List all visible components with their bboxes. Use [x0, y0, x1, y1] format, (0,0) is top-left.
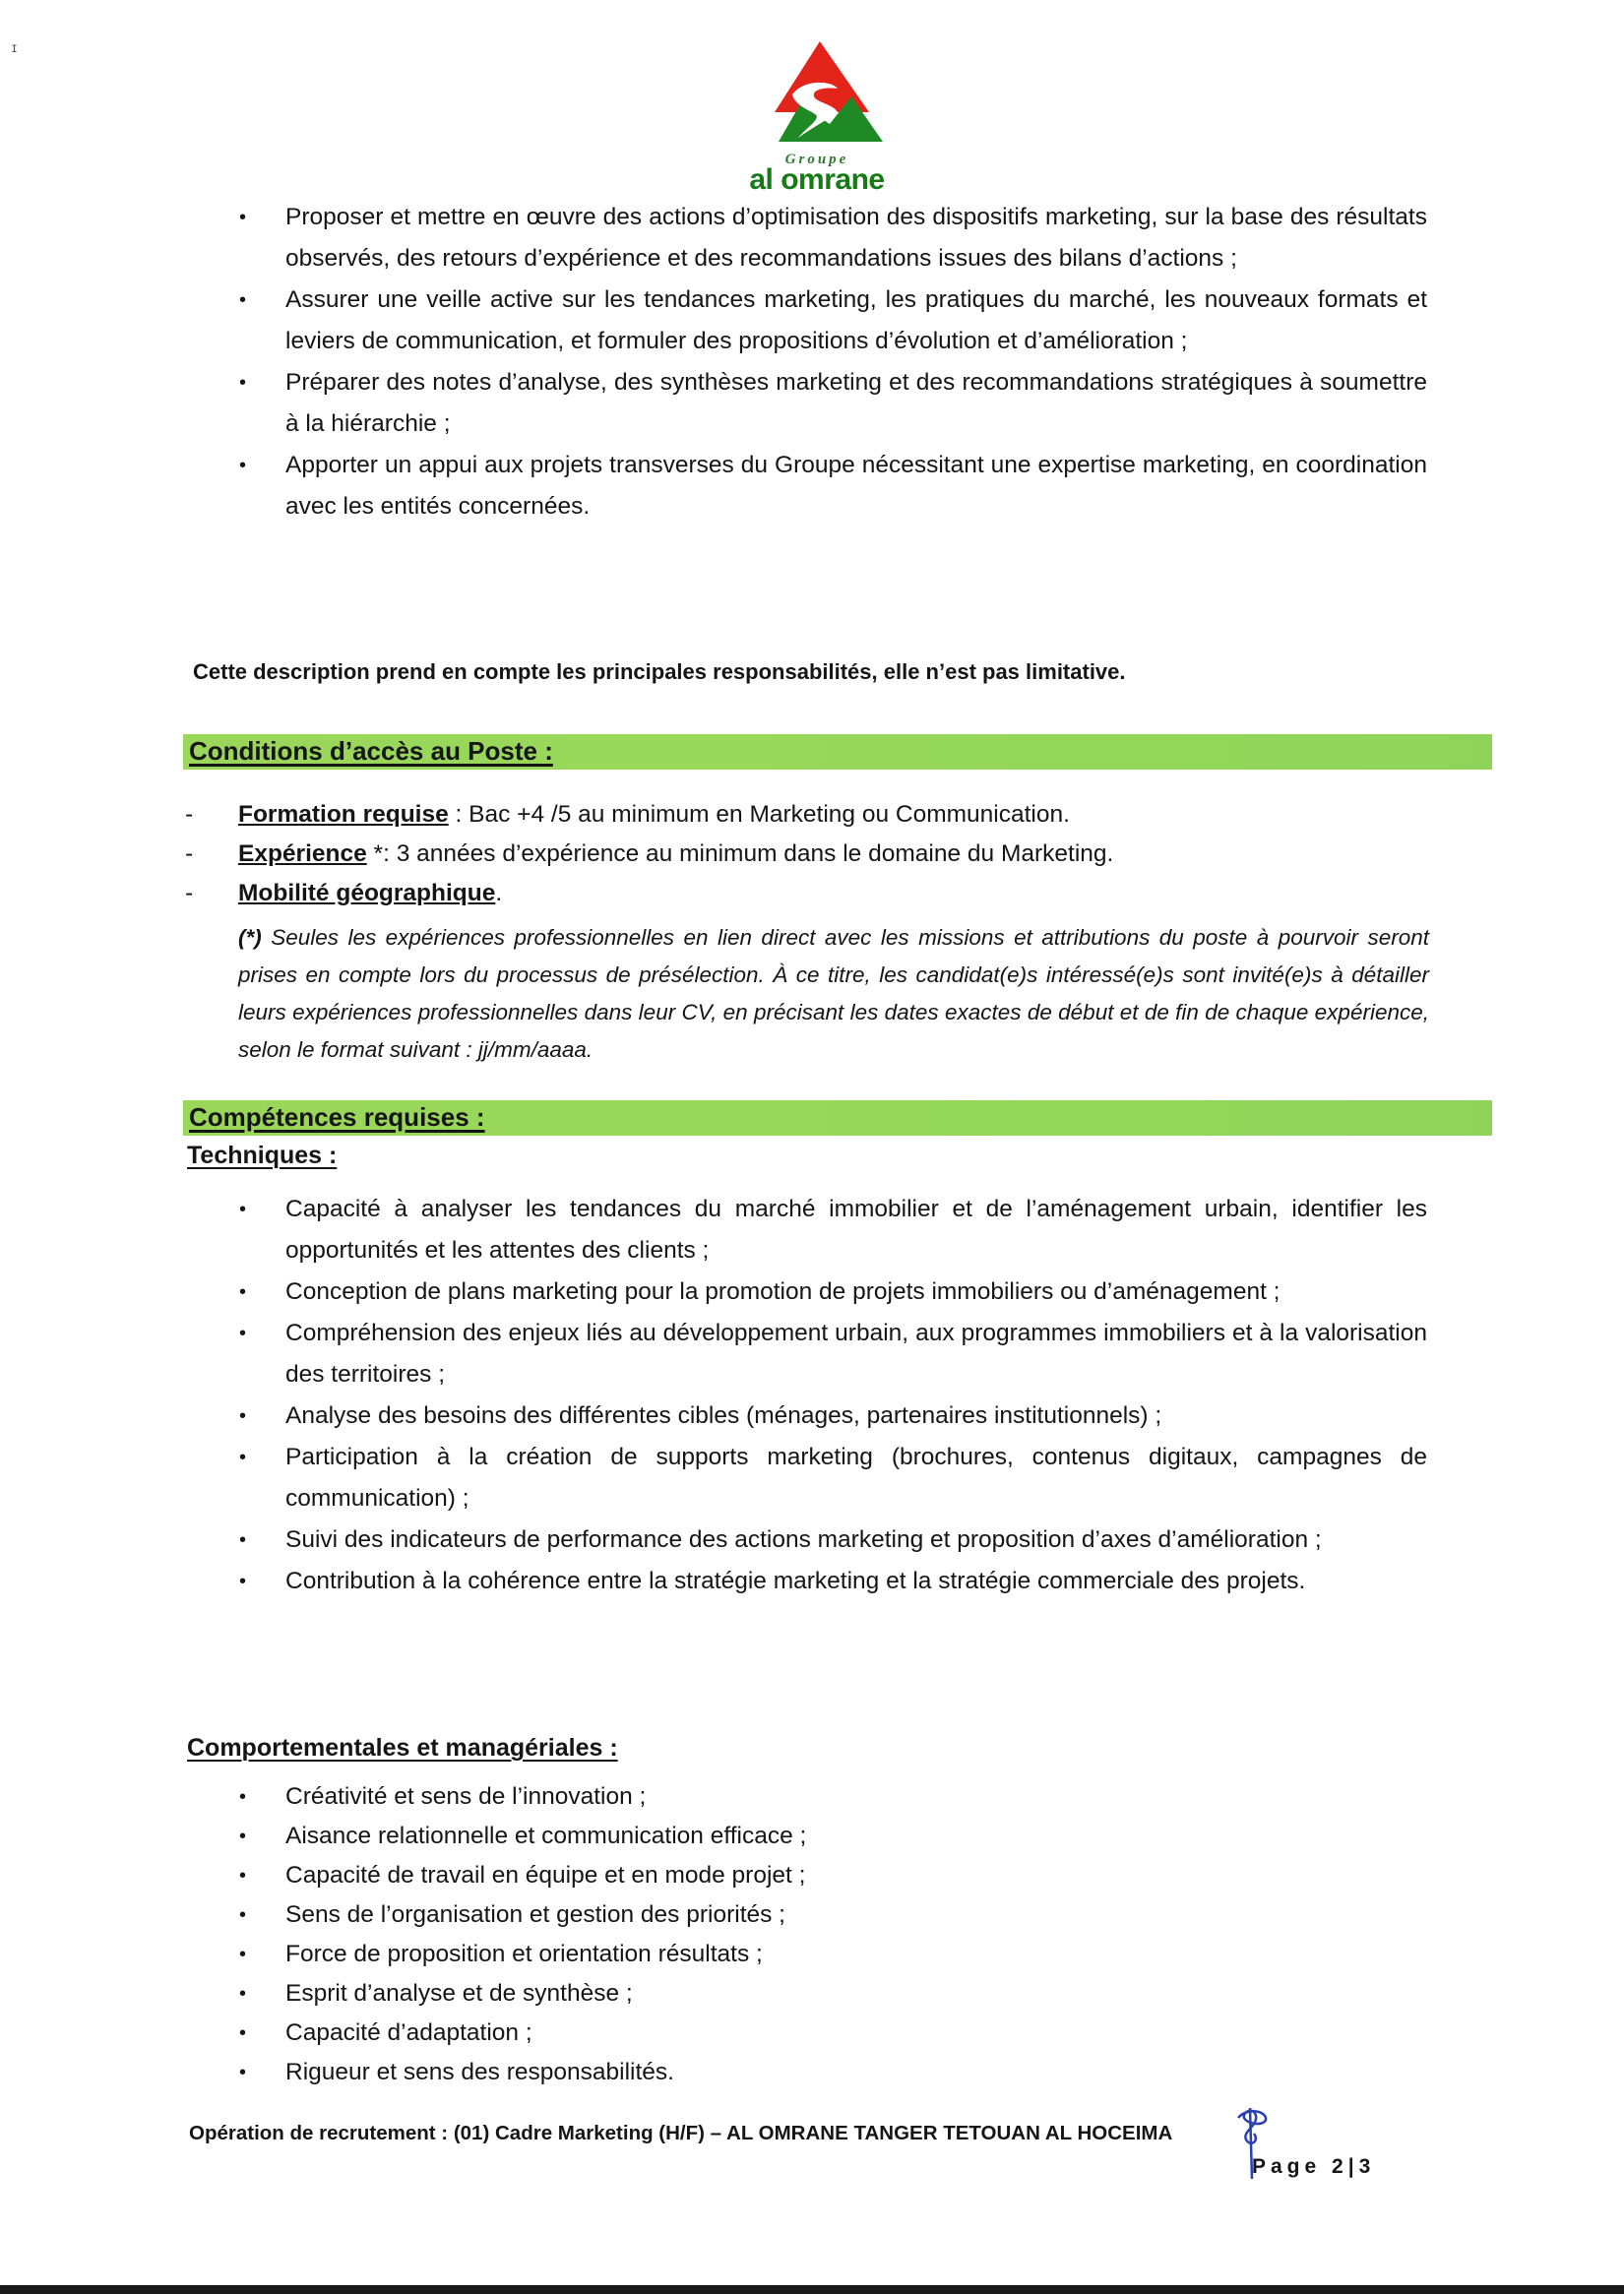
dash-icon: -: [185, 840, 194, 867]
bullet-icon: •: [239, 207, 247, 228]
skill-item: • Esprit d’analyse et de synthèse ;: [236, 1974, 1427, 2014]
section-header-conditions: [183, 734, 1492, 770]
bullet-icon: •: [239, 1447, 247, 1468]
condition-item: - Expérience *: 3 années d’expérience au minimum dans le domaine du Marketing.: [183, 835, 1482, 874]
skill-item: • Conception de plans marketing pour la promotion de projets immobiliers ou d’aménagement ;: [236, 1271, 1427, 1313]
bullet-icon: •: [239, 1529, 247, 1551]
scan-speck: ɪ: [12, 39, 17, 55]
skill-item: • Capacité à analyser les tendances du marché immobilier et de l’aménagement urbain, identifier les opportunités et les attentes des clients ;: [236, 1189, 1427, 1271]
skill-item: • Créativité et sens de l’innovation ;: [236, 1777, 1427, 1817]
skill-item: • Compréhension des enjeux liés au développement urbain, aux programmes immobiliers et à la valorisation des territoires ;: [236, 1313, 1427, 1395]
mission-item: • Apporter un appui aux projets transverses du Groupe nécessitant une expertise marketing, en coordination avec les entités concernées.: [236, 445, 1427, 527]
bullet-icon: •: [239, 1323, 247, 1344]
bullet-icon: •: [239, 372, 247, 394]
behavioral-skills-list: [236, 1777, 1427, 2092]
logo-groupe-text: Groupe: [784, 152, 849, 167]
mission-item: • Préparer des notes d’analyse, des synthèses marketing et des recommandations stratégiques à soumettre à la hiérarchie ;: [236, 362, 1427, 445]
bullet-icon: •: [239, 1281, 247, 1303]
experience-footnote: (*) Seules les expériences professionnelles en lien direct avec les missions et attributions du poste à pourvoir seront prises en compte lors du processus de présélection. À ce titre, les candidat(e)s intéressé(e)s sont invité(e)s à détailler leurs expériences professionnelles dans leur CV, en précisant les dates exactes de début et de fin de chaque expérience, selon le format suivant : jj/mm/aaaa.: [238, 925, 1429, 1062]
dash-icon: -: [185, 801, 194, 828]
logo-brand-text: al omrane: [749, 163, 885, 196]
bullet-icon: •: [239, 1786, 247, 1808]
skill-item: • Aisance relationnelle et communication efficace ;: [236, 1817, 1427, 1856]
page-number: Page 2|3: [1252, 2155, 1376, 2178]
bullet-icon: •: [239, 1826, 247, 1847]
skill-item: • Sens de l’organisation et gestion des priorités ;: [236, 1895, 1427, 1935]
mission-item: • Proposer et mettre en œuvre des actions d’optimisation des dispositifs marketing, sur la base des résultats observés, des retours d’expérience et des recommandations issues des bilans d’actions ;: [236, 197, 1427, 279]
bullet-icon: •: [239, 2022, 247, 2044]
logo: [743, 35, 891, 203]
condition-item: - Formation requise : Bac +4 /5 au minimum en Marketing ou Communication.: [183, 795, 1482, 835]
section-title: Compétences requises :: [189, 1102, 485, 1132]
bullet-icon: •: [239, 2062, 247, 2083]
subheading-techniques: Techniques :: [187, 1142, 338, 1169]
bullet-icon: •: [239, 1904, 247, 1926]
skill-item: • Force de proposition et orientation résultats ;: [236, 1935, 1427, 1974]
scan-border: [0, 2285, 1624, 2294]
skill-item: • Rigueur et sens des responsabilités.: [236, 2053, 1427, 2092]
bullet-icon: •: [239, 1983, 247, 2005]
footer-operation: Opération de recrutement : (01) Cadre Marketing (H/F) – AL OMRANE TANGER TETOUAN AL HOCEIMA: [189, 2122, 1173, 2144]
disclaimer-note: Cette description prend en compte les principales responsabilités, elle n’est pas limitative.: [193, 659, 1126, 684]
condition-item: - Mobilité géographique.: [183, 874, 1482, 913]
skill-item: • Capacité de travail en équipe et en mode projet ;: [236, 1856, 1427, 1895]
skill-item: • Contribution à la cohérence entre la stratégie marketing et la stratégie commerciale des projets.: [236, 1561, 1427, 1602]
skill-item: • Suivi des indicateurs de performance des actions marketing et proposition d’axes d’amélioration ;: [236, 1519, 1427, 1561]
missions-list: [236, 197, 1427, 527]
bullet-icon: •: [239, 455, 247, 476]
mission-item: • Assurer une veille active sur les tendances marketing, les pratiques du marché, les nouveaux formats et leviers de communication, et formuler des propositions d’évolution et d’amélioration ;: [236, 279, 1427, 362]
dash-icon: -: [185, 880, 194, 906]
skill-item: • Participation à la création de supports marketing (brochures, contenus digitaux, campagnes de communication) ;: [236, 1437, 1427, 1519]
bullet-icon: •: [239, 1865, 247, 1887]
technical-skills-list: [236, 1189, 1427, 1602]
al-omrane-logo-icon: [743, 35, 891, 154]
section-title: Conditions d’accès au Poste :: [189, 736, 553, 766]
bullet-icon: •: [239, 1571, 247, 1592]
condition-label: Expérience: [238, 840, 367, 867]
bullet-icon: •: [239, 289, 247, 311]
condition-label: Mobilité géographique: [238, 880, 496, 906]
skill-item: • Capacité d’adaptation ;: [236, 2014, 1427, 2053]
condition-label: Formation requise: [238, 801, 449, 828]
bullet-icon: •: [239, 1944, 247, 1965]
conditions-list: [183, 795, 1482, 913]
bullet-icon: •: [239, 1405, 247, 1427]
section-header-competences: [183, 1100, 1492, 1136]
subheading-behavioral: Comportementales et managériales :: [187, 1734, 618, 1762]
skill-item: • Analyse des besoins des différentes cibles (ménages, partenaires institutionnels) ;: [236, 1395, 1427, 1437]
bullet-icon: •: [239, 1199, 247, 1220]
